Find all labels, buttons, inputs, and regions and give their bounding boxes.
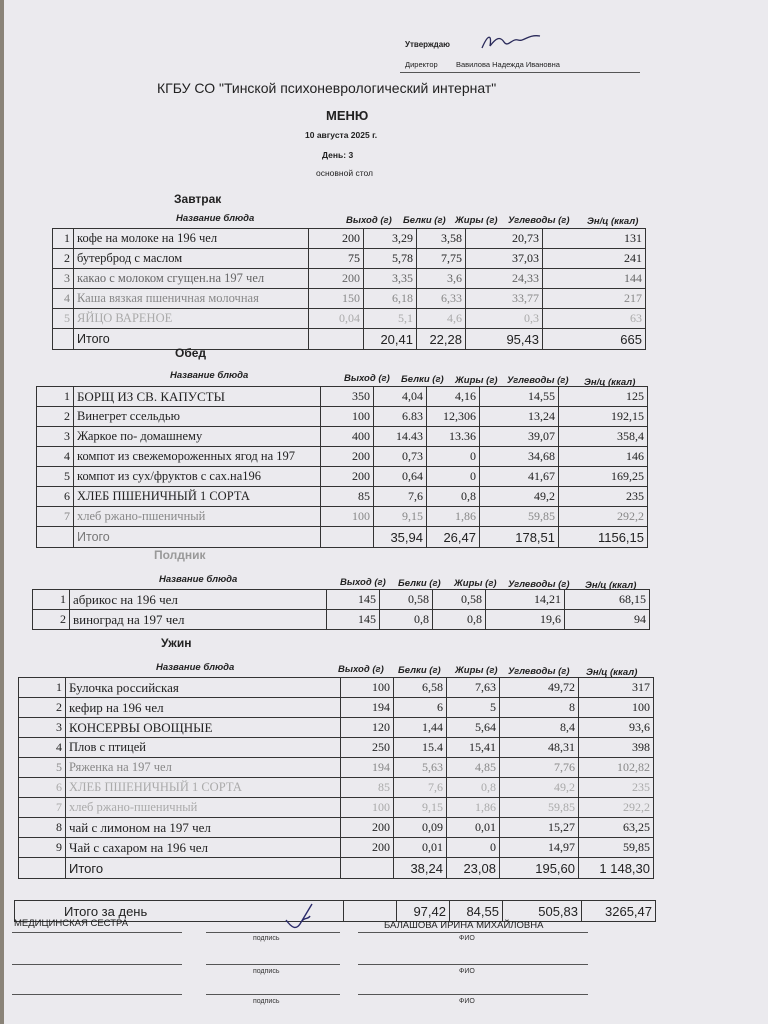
table-row: 1 БОРЩ ИЗ СВ. КАПУСТЫ 350 4,04 4,16 14,55 125	[37, 387, 648, 407]
dinner-table	[18, 677, 654, 879]
col-energy-header: Эн/ц (ккал)	[587, 216, 639, 227]
breakfast-table	[52, 228, 646, 350]
col-protein-header: Белки (г)	[403, 215, 446, 226]
director-name: Вавилова Надежда Ивановна	[456, 60, 560, 69]
col-carbs-header: Углеводы (г)	[508, 215, 570, 226]
col-yield-header: Выход (г)	[344, 373, 390, 384]
table-row: 3 КОНСЕРВЫ ОВОЩНЫЕ 120 1,44 5,64 8,4 93,6	[19, 718, 654, 738]
col-carbs-header: Углеводы (г)	[507, 375, 569, 386]
col-energy-header: Эн/ц (ккал)	[585, 580, 637, 591]
menu-title: МЕНЮ	[326, 108, 369, 123]
table-row: 2 кефир на 196 чел 194 6 5 8 100	[19, 698, 654, 718]
table-row: 9 Чай с сахаром на 196 чел 200 0,01 0 14,97 59,85	[19, 838, 654, 858]
sig-line	[206, 994, 340, 995]
menu-day: День: 3	[322, 150, 354, 160]
table-row: 5 компот из сух/фруктов с сах.на196 200 0,64 0 41,67 169,25	[37, 467, 648, 487]
col-name-header: Название блюда	[170, 370, 249, 381]
col-name-header: Название блюда	[156, 662, 235, 673]
director-signature	[478, 30, 548, 54]
table-row: 7 хлеб ржано-пшеничный 100 9,15 1,86 59,85 292,2	[19, 798, 654, 818]
table-row: 4 Плов с птицей 250 15.4 15,41 48,31 398	[19, 738, 654, 758]
nurse-label: МЕДИЦИНСКАЯ СЕСТРА	[14, 918, 129, 929]
table-row: 3 какао с молоком сгущен.на 197 чел 200 3,35 3,6 24,33 144	[53, 269, 646, 289]
sig-line	[358, 932, 588, 933]
menu-date: 10 августа 2025 г.	[305, 130, 378, 140]
col-name-header: Название блюда	[159, 574, 238, 585]
sig-line	[12, 932, 182, 933]
total-row: Итого 35,94 26,47 178,51 1156,15	[37, 527, 648, 548]
signature-caption: подпись	[253, 998, 280, 1005]
sig-line	[12, 964, 182, 965]
col-protein-header: Белки (г)	[398, 578, 441, 589]
sig-line	[358, 964, 588, 965]
signature-caption: подпись	[253, 935, 280, 942]
total-row: Итого 38,24 23,08 195,60 1 148,30	[19, 858, 654, 879]
table-row: 2 Винегрет ссельдью 100 6.83 12,306 13,24 192,15	[37, 407, 648, 427]
table-row: 2 бутерброд с маслом 75 5,78 7,75 37,03 241	[53, 249, 646, 269]
table-row: 8 чай с лимоном на 197 чел 200 0,09 0,01 15,27 63,25	[19, 818, 654, 838]
fio-caption: ФИО	[459, 998, 475, 1005]
col-energy-header: Эн/ц (ккал)	[586, 667, 638, 678]
table-row: 6 ХЛЕБ ПШЕНИЧНЫЙ 1 СОРТА 85 7,6 0,8 49,2 235	[19, 778, 654, 798]
snack-table	[32, 589, 650, 630]
sig-line	[12, 994, 182, 995]
total-row: Итого 20,41 22,28 95,43 665	[53, 329, 646, 350]
dinner-title: Ужин	[161, 636, 192, 650]
table-row: 6 ХЛЕБ ПШЕНИЧНЫЙ 1 СОРТА 85 7,6 0,8 49,2 235	[37, 487, 648, 507]
col-protein-header: Белки (г)	[398, 665, 441, 676]
col-protein-header: Белки (г)	[401, 374, 444, 385]
col-yield-header: Выход (г)	[338, 664, 384, 675]
col-fat-header: Жиры (г)	[455, 375, 498, 386]
col-yield-header: Выход (г)	[346, 215, 392, 226]
director-label: Директор	[405, 60, 438, 69]
lunch-table	[36, 386, 648, 548]
table-row: 2 виноград на 197 чел 145 0,8 0,8 19,6 94	[33, 610, 650, 630]
snack-title: Полдник	[154, 548, 206, 562]
signer-name: БАЛАШОВА ИРИНА МИХАЙЛОВНА	[384, 920, 544, 931]
col-yield-header: Выход (г)	[340, 577, 386, 588]
col-fat-header: Жиры (г)	[454, 578, 497, 589]
col-energy-header: Эн/ц (ккал)	[584, 377, 636, 388]
lunch-title: Обед	[175, 346, 207, 360]
table-row: 1 абрикос на 196 чел 145 0,58 0,58 14,21 68,15	[33, 590, 650, 610]
table-row: 4 компот из свежемороженных ягод на 197 200 0,73 0 34,68 146	[37, 447, 648, 467]
col-name-header: Название блюда	[176, 213, 255, 224]
table-row: 1 кофе на молоке на 196 чел 200 3,29 3,58 20,73 131	[53, 229, 646, 249]
col-carbs-header: Углеводы (г)	[508, 666, 570, 677]
table-row: 1 Булочка российская 100 6,58 7,63 49,72 317	[19, 678, 654, 698]
fio-caption: ФИО	[459, 968, 475, 975]
institution-title: КГБУ СО "Тинской психоневрологический интернат"	[157, 80, 497, 96]
table-type: основной стол	[316, 168, 373, 178]
sig-line	[206, 932, 340, 933]
breakfast-title: Завтрак	[174, 192, 222, 206]
col-carbs-header: Углеводы (г)	[508, 579, 570, 590]
fio-caption: ФИО	[459, 935, 475, 942]
approved-label: Утверждаю	[405, 40, 450, 49]
day-total-row: Итого за день 97,42 84,55 505,83 3265,47	[15, 901, 656, 922]
table-row: 5 ЯЙЦО ВАРЕНОЕ 0,04 5,1 4,6 0,3 63	[53, 309, 646, 329]
col-fat-header: Жиры (г)	[455, 665, 498, 676]
table-row: 4 Каша вязкая пшеничная молочная 150 6,18 6,33 33,77 217	[53, 289, 646, 309]
director-line	[400, 72, 640, 73]
sig-line	[358, 994, 588, 995]
col-fat-header: Жиры (г)	[455, 215, 498, 226]
sig-line	[206, 964, 340, 965]
table-row: 5 Ряженка на 197 чел 194 5,63 4,85 7,76 102,82	[19, 758, 654, 778]
signature-caption: подпись	[253, 968, 280, 975]
table-row: 3 Жаркое по- домашнему 400 14.43 13.36 39,07 358,4	[37, 427, 648, 447]
table-row: 7 хлеб ржано-пшеничный 100 9,15 1,86 59,85 292,2	[37, 507, 648, 527]
